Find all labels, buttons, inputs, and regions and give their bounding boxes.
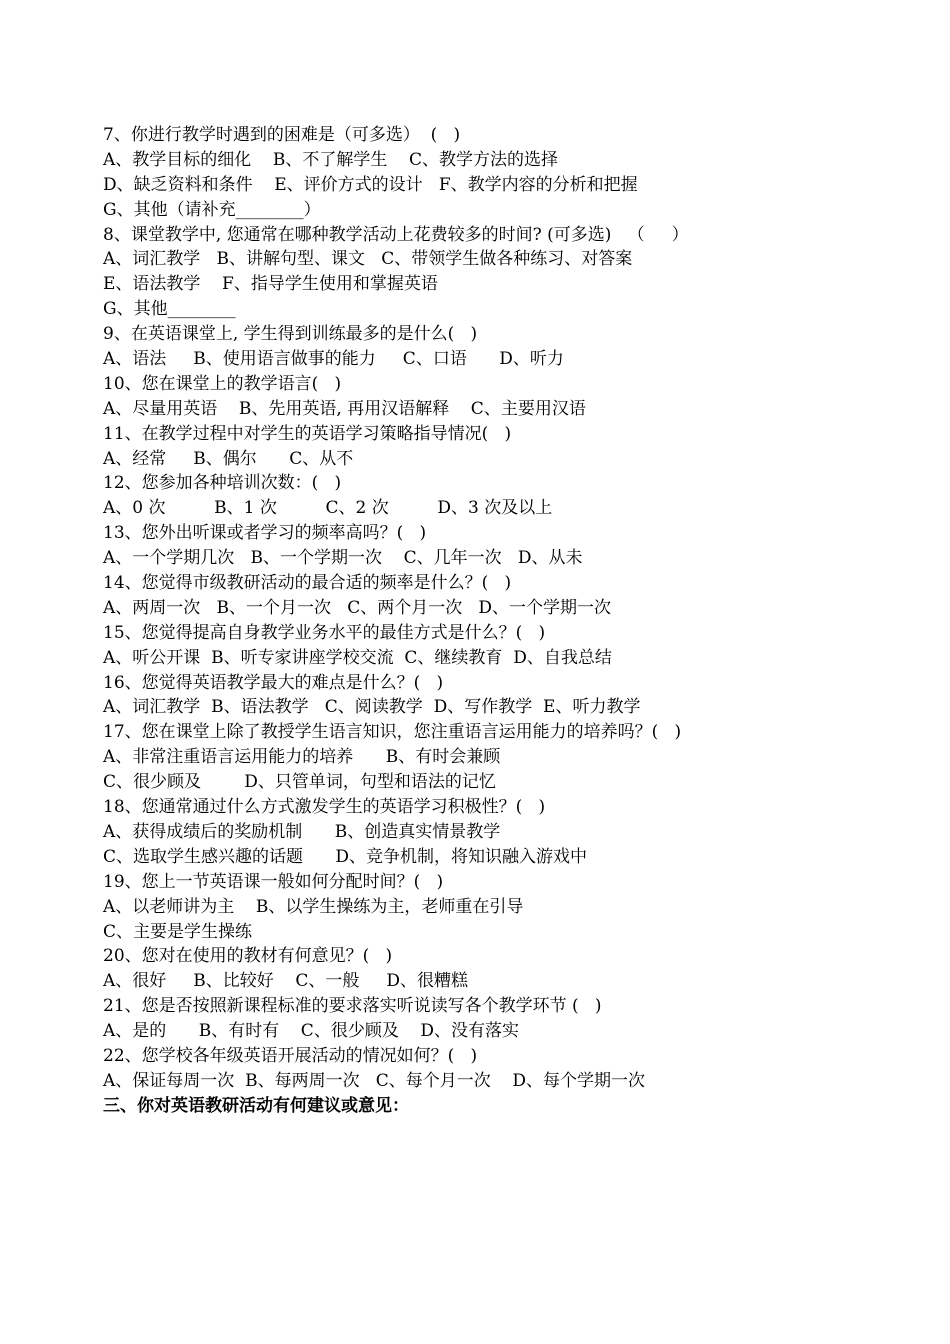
answer-options-line: A、一个学期几次 B、一个学期一次 C、几年一次 D、从未 [103,548,583,569]
question-line: 16、您觉得英语教学最大的难点是什么？( ) [103,672,444,693]
question-line: 17、您在课堂上除了教授学生语言知识，您注重语言运用能力的培养吗？( ) [103,722,682,743]
question-line: 19、您上一节英语课一般如何分配时间？( ) [103,871,444,892]
question-list [103,123,883,1094]
questionnaire-page [103,123,883,1119]
answer-options-line: A、经常 B、偶尔 C、从不 [103,448,354,469]
answer-options-line: A、是的 B、有时有 C、很少顾及 D、没有落实 [103,1021,520,1042]
answer-options-line: A、以老师讲为主 B、以学生操练为主，老师重在引导 [103,896,524,917]
question-line: 8、课堂教学中, 您通常在哪种教学活动上花费较多的时间? (可多选) （ ） [103,224,689,245]
answer-options-line: E、语法教学 F、指导学生使用和掌握英语 [103,274,438,295]
answer-options-line: A、词汇教学 B、讲解句型、课文 C、带领学生做各种练习、对答案 [103,249,633,270]
question-line: 18、您通常通过什么方式激发学生的英语学习积极性？( ) [103,797,546,818]
answer-options-line: C、选取学生感兴趣的话题 D、竞争机制，将知识融入游戏中 [103,846,588,867]
answer-options-line: A、很好 B、比较好 C、一般 D、很糟糕 [103,971,469,992]
answer-options-line: G、其他（请补充________） [103,199,321,220]
answer-options-line: A、获得成绩后的奖励机制 B、创造真实情景教学 [103,821,501,842]
answer-options-line: A、听公开课 B、听专家讲座学校交流 C、继续教育 D、自我总结 [103,647,612,668]
answer-options-line: C、主要是学生操练 [103,921,253,942]
question-line: 13、您外出听课或者学习的频率高吗？( ) [103,523,427,544]
question-line: 12、您参加各种培训次数：( ) [103,473,342,494]
question-line: 9、在英语课堂上, 学生得到训练最多的是什么( ) [103,324,478,345]
question-line: 22、您学校各年级英语开展活动的情况如何？( ) [103,1045,478,1066]
answer-options-line: A、非常注重语言运用能力的培养 B、有时会兼顾 [103,747,501,768]
answer-options-line: A、词汇教学 B、语法教学 C、阅读教学 D、写作教学 E、听力教学 [103,697,641,718]
answer-options-line: A、语法 B、使用语言做事的能力 C、口语 D、听力 [103,349,564,370]
question-line: 7、你进行教学时遇到的困难是（可多选） ( ) [103,125,461,145]
answer-options-line: A、0 次 B、1 次 C、2 次 D、3 次及以上 [103,498,553,519]
answer-options-line: A、两周一次 B、一个月一次 C、两个月一次 D、一个学期一次 [103,597,612,618]
question-line: 10、您在课堂上的教学语言( ) [103,373,342,394]
answer-options-line: A、保证每周一次 B、每两周一次 C、每个月一次 D、每个学期一次 [103,1070,646,1091]
question-line: 14、您觉得市级教研活动的最合适的频率是什么？( ) [103,573,512,594]
answer-options-line: A、尽量用英语 B、先用英语, 再用汉语解释 C、主要用汉语 [103,398,586,419]
answer-options-line: A、教学目标的细化 B、不了解学生 C、教学方法的选择 [103,149,559,170]
answer-options-line: G、其他________ [103,299,236,320]
question-line: 15、您觉得提高自身教学业务水平的最佳方式是什么？( ) [103,622,546,643]
section-heading: 三、你对英语教研活动有何建议或意见： [103,1095,409,1116]
question-line: 20、您对在使用的教材有何意见？( ) [103,946,393,967]
answer-options-line: C、很少顾及 D、只管单词，句型和语法的记忆 [103,772,496,793]
question-line: 11、在教学过程中对学生的英语学习策略指导情况( ) [103,423,512,444]
answer-options-line: D、缺乏资料和条件 E、评价方式的设计 F、教学内容的分析和把握 [103,174,638,195]
question-line: 21、您是否按照新课程标准的要求落实听说读写各个教学环节 ( ) [103,996,602,1017]
